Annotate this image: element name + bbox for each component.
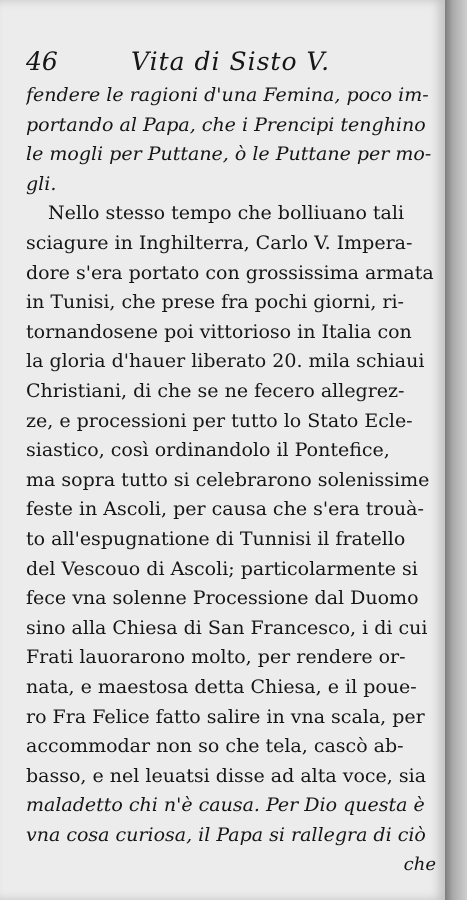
text-line: portando al Papa, che i Prencipi tenghino xyxy=(26,113,426,136)
text-line: fendere le ragioni d'una Femina, poco im- xyxy=(26,84,429,106)
page-edge xyxy=(445,0,467,900)
text-line: feste in Ascoli, per causa che s'era trouà- xyxy=(26,498,424,521)
text-line: Christiani, di che se ne fecero allegrez- xyxy=(26,380,405,402)
text-line: Nello stesso tempo che bolliuano tali xyxy=(48,202,405,225)
text-line: del Vescouo di Ascoli; particolarmente si xyxy=(26,557,418,580)
text-line: siastico, così ordinandolo il Pontefice, xyxy=(26,439,390,462)
text-line: to all'espugnatione di Tunnisi il fratello xyxy=(26,528,406,550)
text-line: la gloria d'hauer liberato 20. mila schiaui xyxy=(26,350,425,373)
text-line: Frati lauorarono molto, per rendere or- xyxy=(26,646,406,669)
catchword: che xyxy=(403,853,436,875)
text-line: maladetto chi n'è causa. Per Dio questa è xyxy=(26,794,425,817)
body-text xyxy=(26,80,436,875)
text-line: ze, e processioni per tutto lo Stato Ecle- xyxy=(26,409,413,432)
text-line: ma sopra tutto si celebrarono solenissime xyxy=(26,468,430,491)
text-line: dore s'era portato con grossissima armata xyxy=(26,261,434,284)
text-line: in Tunisi, che prese fra pochi giorni, ri- xyxy=(26,291,404,314)
text-line: fece vna solenne Processione dal Duomo xyxy=(26,587,419,610)
text-line: tornandosene poi vittorioso in Italia con xyxy=(26,320,412,343)
text-line: gli. xyxy=(26,172,57,195)
text-line: accommodar non so che tela, cascò ab- xyxy=(26,735,404,758)
text-line: le mogli per Puttane, ò le Puttane per mo- xyxy=(26,143,432,166)
text-line: sino alla Chiesa di San Francesco, i di cui xyxy=(26,616,428,639)
page-number: 46 xyxy=(26,47,58,76)
text-line: ro Fra Felice fatto salire in vna scala, per xyxy=(26,705,425,728)
running-title: Vita di Sisto V. xyxy=(131,47,331,76)
page-header xyxy=(26,42,434,82)
text-line: vna cosa curiosa, il Papa si rallegra di ciò xyxy=(26,824,426,846)
text-line: sciagure in Inghilterra, Carlo V. Impera- xyxy=(26,232,413,254)
text-line: basso, e nel leuatsi disse ad alta voce, sia xyxy=(26,764,427,787)
text-line: nata, e maestosa detta Chiesa, e il poue- xyxy=(26,676,417,698)
